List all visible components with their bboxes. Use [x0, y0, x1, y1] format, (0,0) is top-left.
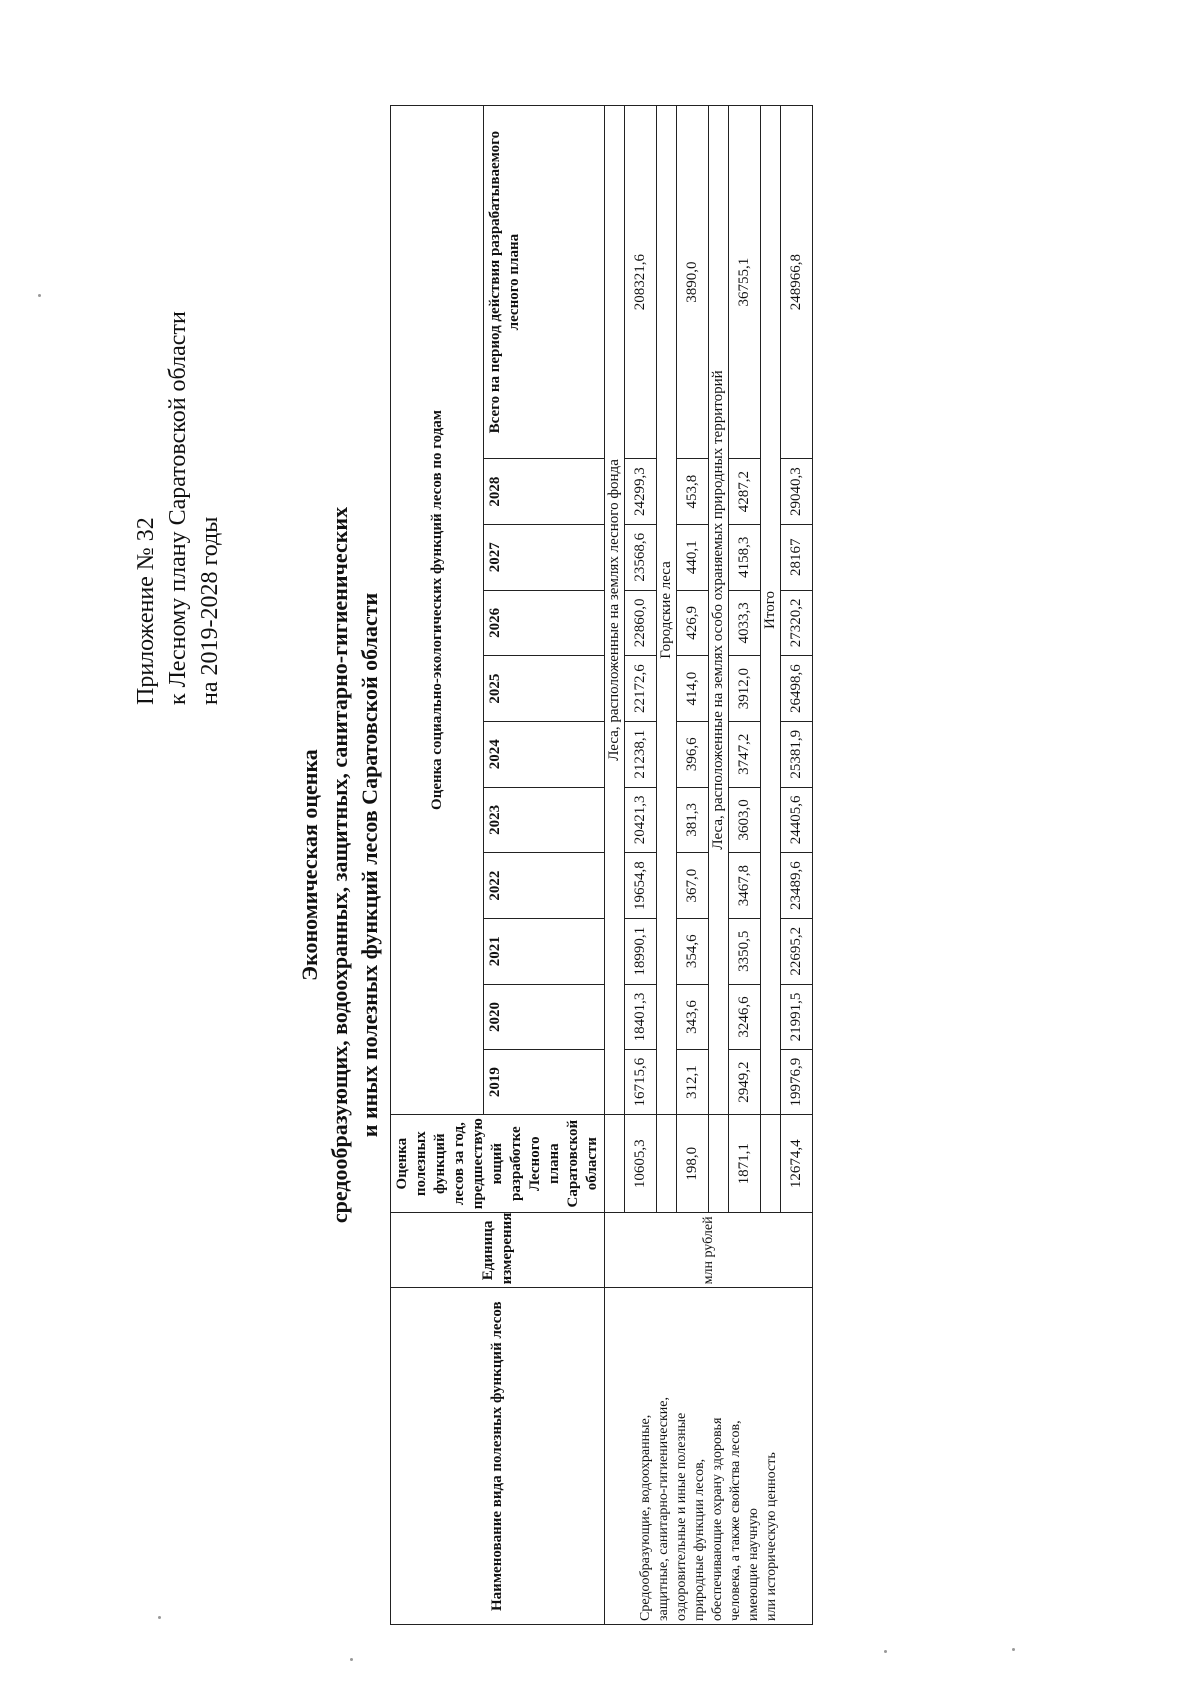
header-base-year: Оценка полезных функций лесов за год, предшествую ющий разработке Лесного плана Саратовской области — [391, 1114, 605, 1213]
valuation-table — [390, 105, 813, 1625]
year-value: 381,3 — [677, 787, 709, 853]
section-label: Итого — [761, 106, 781, 1115]
base-value: 1871,1 — [729, 1114, 761, 1213]
year-value: 25381,9 — [781, 721, 813, 787]
year-value: 20421,3 — [625, 787, 657, 853]
header-unit: Единица измерения — [391, 1213, 605, 1288]
annex-reference: к Лесному плану Саратовской области — [165, 311, 191, 705]
header-year: 2023 — [484, 787, 605, 853]
year-value: 27320,2 — [781, 590, 813, 656]
unit-cell: млн рублей — [605, 1213, 813, 1288]
header-year: 2020 — [484, 984, 605, 1050]
function-name-line: Средообразующие, водоохранные, — [637, 1414, 653, 1621]
year-value: 3350,5 — [729, 918, 761, 984]
function-name-line: защитные, санитарно-гигиенические, — [655, 1397, 671, 1621]
scan-speck — [158, 1616, 161, 1619]
function-name-line: человека, а также свойства лесов, — [727, 1420, 743, 1621]
year-value: 312,1 — [677, 1050, 709, 1115]
annex-number: Приложение № 32 — [133, 517, 159, 705]
year-value: 26498,6 — [781, 656, 813, 722]
function-name-line: обеспечивающие охрану здоровья — [709, 1417, 725, 1621]
scan-speck — [884, 1650, 887, 1653]
year-value: 21991,5 — [781, 984, 813, 1050]
header-year: 2027 — [484, 524, 605, 590]
year-value: 354,6 — [677, 918, 709, 984]
header-year: 2022 — [484, 853, 605, 919]
year-value: 3467,8 — [729, 853, 761, 919]
year-value: 367,0 — [677, 853, 709, 919]
year-value: 29040,3 — [781, 459, 813, 525]
header-total: Всего на период действия разрабатываемого лесного плана — [484, 106, 605, 459]
year-value: 4158,3 — [729, 524, 761, 590]
year-value: 2949,2 — [729, 1050, 761, 1115]
title-line-2: средообразующих, водоохранных, защитных, санитарно-гигиенических — [327, 506, 352, 1224]
year-value: 3747,2 — [729, 721, 761, 787]
total-value: 36755,1 — [729, 106, 761, 459]
section-label: Леса, расположенные на землях лесного фонда — [605, 106, 625, 1115]
year-value: 396,6 — [677, 721, 709, 787]
scan-speck — [38, 294, 41, 297]
year-value: 22695,2 — [781, 918, 813, 984]
header-year: 2025 — [484, 656, 605, 722]
section-label: Леса, расположенные на землях особо охраняемых природных территорий — [709, 106, 729, 1115]
function-name-line: имеющие научную — [745, 1508, 761, 1621]
year-value: 28167 — [781, 524, 813, 590]
title-line-1: Экономическая оценка — [297, 749, 322, 981]
annex-block — [130, 145, 226, 705]
header-year: 2021 — [484, 918, 605, 984]
total-value: 3890,0 — [677, 106, 709, 459]
year-value: 16715,6 — [625, 1050, 657, 1115]
year-value: 23489,6 — [781, 853, 813, 919]
total-value: 208321,6 — [625, 106, 657, 459]
year-value: 3912,0 — [729, 656, 761, 722]
total-value: 248966,8 — [781, 106, 813, 459]
year-value: 22172,6 — [625, 656, 657, 722]
header-year: 2019 — [484, 1050, 605, 1115]
year-value: 24405,6 — [781, 787, 813, 853]
year-value: 19976,9 — [781, 1050, 813, 1115]
function-name-line: или историческую ценность — [763, 1452, 779, 1621]
year-value: 4287,2 — [729, 459, 761, 525]
year-value: 3246,6 — [729, 984, 761, 1050]
header-year: 2028 — [484, 459, 605, 525]
base-value: 198,0 — [677, 1114, 709, 1213]
header-yearly-group: Оценка социально-экологических функций лесов по годам — [391, 106, 484, 1115]
year-value: 18990,1 — [625, 918, 657, 984]
header-year: 2026 — [484, 590, 605, 656]
scan-speck — [1012, 1648, 1015, 1651]
year-value: 22860,0 — [625, 590, 657, 656]
year-value: 414,0 — [677, 656, 709, 722]
scan-speck — [350, 1658, 353, 1661]
base-value: 10605,3 — [625, 1114, 657, 1213]
year-value: 21238,1 — [625, 721, 657, 787]
year-value: 453,8 — [677, 459, 709, 525]
year-value: 440,1 — [677, 524, 709, 590]
document-title — [295, 105, 385, 1625]
function-name-line: оздоровительные и иные полезные — [673, 1412, 689, 1621]
annex-period: на 2019-2028 годы — [197, 516, 223, 705]
year-value: 426,9 — [677, 590, 709, 656]
year-value: 23568,6 — [625, 524, 657, 590]
year-value: 4033,3 — [729, 590, 761, 656]
year-value: 18401,3 — [625, 984, 657, 1050]
rotated-landscape-content — [90, 105, 1100, 1625]
year-value: 343,6 — [677, 984, 709, 1050]
header-function-name: Наименование вида полезных функций лесов — [391, 1288, 605, 1625]
header-year: 2024 — [484, 721, 605, 787]
year-value: 24299,3 — [625, 459, 657, 525]
base-value: 12674,4 — [781, 1114, 813, 1213]
year-value: 3603,0 — [729, 787, 761, 853]
function-name-cell — [605, 1288, 813, 1625]
title-line-3: и иных полезных функций лесов Саратовской области — [357, 592, 382, 1138]
function-name-line: природные функции лесов, — [691, 1458, 707, 1621]
year-value: 19654,8 — [625, 853, 657, 919]
section-label: Городские леса — [657, 106, 677, 1115]
